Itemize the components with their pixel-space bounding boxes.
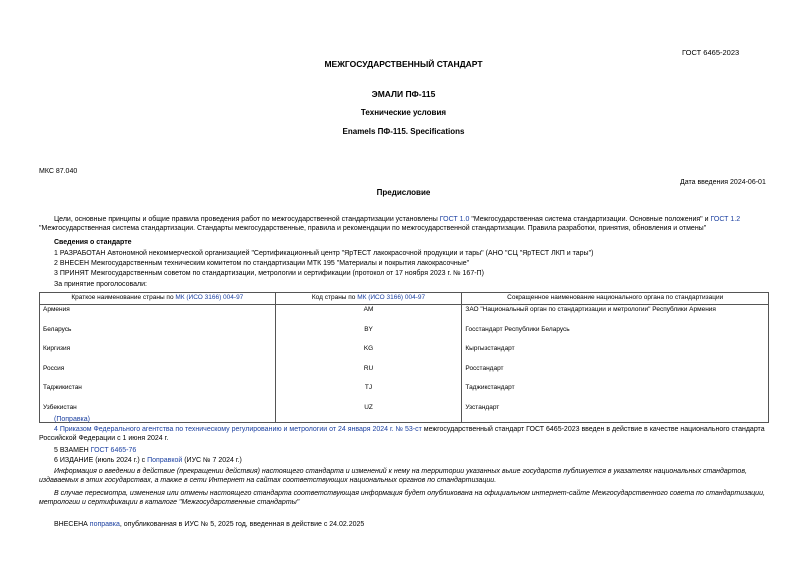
column-header-code bbox=[275, 293, 462, 305]
gost-1-2-link[interactable]: ГОСТ 1.2 bbox=[710, 216, 741, 223]
about-standard-heading: Сведения о стандарте bbox=[54, 239, 132, 246]
code-cell: AM bbox=[275, 305, 462, 325]
country-cell: Беларусь bbox=[40, 325, 276, 345]
interstate-standard-heading: МЕЖГОСУДАРСТВЕННЫЙ СТАНДАРТ bbox=[324, 59, 483, 69]
column-header-country-text: Краткое наименование страны по bbox=[71, 294, 176, 302]
intro-text-c: "Межгосударственная система стандартизации. Стандарты межгосударственные, правила и рекомендации по межгосударственной стандартизации. Правила разработки, принятия, обновления и отмены" bbox=[39, 224, 707, 232]
code-cell: TJ bbox=[275, 383, 462, 403]
table-row bbox=[40, 403, 769, 423]
table-row bbox=[40, 364, 769, 384]
column-header-body: Сокращенное наименование национального органа по стандартизации bbox=[462, 293, 769, 305]
voting-countries-table bbox=[39, 292, 769, 423]
body-cell: Таджикстандарт bbox=[462, 383, 769, 403]
table-row bbox=[40, 325, 769, 345]
amendment-link[interactable]: (Поправка) bbox=[54, 416, 90, 423]
table-row bbox=[40, 344, 769, 364]
revision-notice-paragraph: В случае пересмотра, изменения или отмены настоящего стандарта соответствующая информация будет опубликована на официальном интернет-сайте Межгосударственного совета по стандартизации, метрологии и сертификации в каталоге "Межгосударственные стандарты" bbox=[39, 490, 765, 506]
mk-iso-link[interactable]: МК (ИСО 3166) 004-97 bbox=[175, 294, 244, 302]
country-cell: Таджикистан bbox=[40, 383, 276, 403]
mk-iso-link[interactable]: МК (ИСО 3166) 004-97 bbox=[357, 294, 426, 302]
code-cell: KG bbox=[275, 344, 462, 364]
document-code: ГОСТ 6465-2023 bbox=[682, 48, 740, 57]
item-replaces-text: 5 ВЗАМЕН bbox=[54, 447, 91, 454]
column-header-country bbox=[40, 293, 276, 305]
item-replaces bbox=[54, 447, 136, 456]
item-edition bbox=[54, 457, 242, 466]
gost-1-0-link[interactable]: ГОСТ 1.0 bbox=[439, 216, 470, 223]
code-cell: RU bbox=[275, 364, 462, 384]
country-cell: Киргизия bbox=[40, 344, 276, 364]
preface-heading: Предисловие bbox=[376, 188, 431, 197]
body-cell: ЗАО "Национальный орган по стандартизации и метрологии" Республики Армения bbox=[462, 305, 769, 325]
footer-amendment-note bbox=[54, 521, 364, 530]
body-cell: Узстандарт bbox=[462, 403, 769, 423]
item-edition-text-a: 6 ИЗДАНИЕ (июль 2024 г.) с bbox=[54, 457, 148, 464]
standard-name: ЭМАЛИ ПФ-115 bbox=[371, 89, 436, 99]
code-cell: UZ bbox=[275, 403, 462, 423]
country-cell: Узбекистан bbox=[40, 403, 276, 423]
country-cell: Армения bbox=[40, 305, 276, 325]
introduction-date: Дата введения 2024-06-01 bbox=[680, 179, 766, 186]
column-header-code-text: Код страны по bbox=[311, 294, 358, 302]
country-cell: Россия bbox=[40, 364, 276, 384]
intro-text-a: Цели, основные принципы и общие правила проведения работ по межгосударственной стандартизации установлены bbox=[54, 216, 440, 223]
item-developed: 1 РАЗРАБОТАН Автономной некоммерческой организацией "Сертификационный центр "ЯрТЕСТ лакокрасочной продукции и тары" (АНО "СЦ "ЯрТЕСТ ЛКП и тары") bbox=[54, 250, 594, 257]
item-submitted: 2 ВНЕСЕН Межгосударственным техническим комитетом по стандартизации МТК 195 "Материалы и покрытия лакокрасочные" bbox=[54, 260, 470, 267]
intro-text-b: "Межгосударственная система стандартизации. Основные положения" и bbox=[469, 216, 711, 223]
standard-english-title: Enamels ПФ-115. Specifications bbox=[342, 127, 465, 136]
amendment-edition-link[interactable]: Поправкой bbox=[147, 457, 183, 464]
standard-subtitle: Технические условия bbox=[360, 108, 447, 117]
item-order-text: межгосударственный стандарт ГОСТ 6465-2023 введен в действие в качестве национального стандарта Российской Федерации с 1 июня 2024 г. bbox=[39, 426, 765, 442]
gost-6465-76-link[interactable]: ГОСТ 6465-76 bbox=[90, 447, 137, 454]
table-header-row bbox=[40, 293, 769, 305]
footer-text-a: ВНЕСЕНА bbox=[54, 521, 90, 528]
footer-amendment-link[interactable]: поправка bbox=[89, 521, 120, 528]
info-notice-paragraph: Информация о введении в действие (прекращении действия) настоящего стандарта и изменений к нему на территории указанных выше государств публикуется в указателях национальных стандартов, издаваемых в этих государствах, а также в сети Интернет на сайтах соответствующих национальных органов по стандартизации. bbox=[39, 468, 747, 484]
intro-paragraph bbox=[39, 216, 770, 234]
mks-code: МКС 87.040 bbox=[39, 168, 78, 175]
body-cell: Кыргызстандарт bbox=[462, 344, 769, 364]
body-cell: Госстандарт Республики Беларусь bbox=[462, 325, 769, 345]
voted-for-label: За принятие проголосовали: bbox=[54, 281, 147, 288]
item-edition-text-b: (ИУС № 7 2024 г.) bbox=[182, 457, 242, 464]
item-adopted: 3 ПРИНЯТ Межгосударственным советом по стандартизации, метрологии и сертификации (протокол от 17 ноября 2023 г. № 167-П) bbox=[54, 270, 484, 277]
table-row bbox=[40, 383, 769, 403]
code-cell: BY bbox=[275, 325, 462, 345]
item-order-paragraph bbox=[39, 426, 770, 444]
body-cell: Росстандарт bbox=[462, 364, 769, 384]
order-rosstandart-link[interactable]: 4 Приказом Федерального агентства по техническому регулированию и метрологии от 24 января 2024 г. № 53-ст bbox=[54, 426, 422, 433]
table-row bbox=[40, 305, 769, 325]
footer-text-b: , опубликованная в ИУС № 5, 2025 год, введенная в действие с 24.02.2025 bbox=[119, 521, 365, 528]
